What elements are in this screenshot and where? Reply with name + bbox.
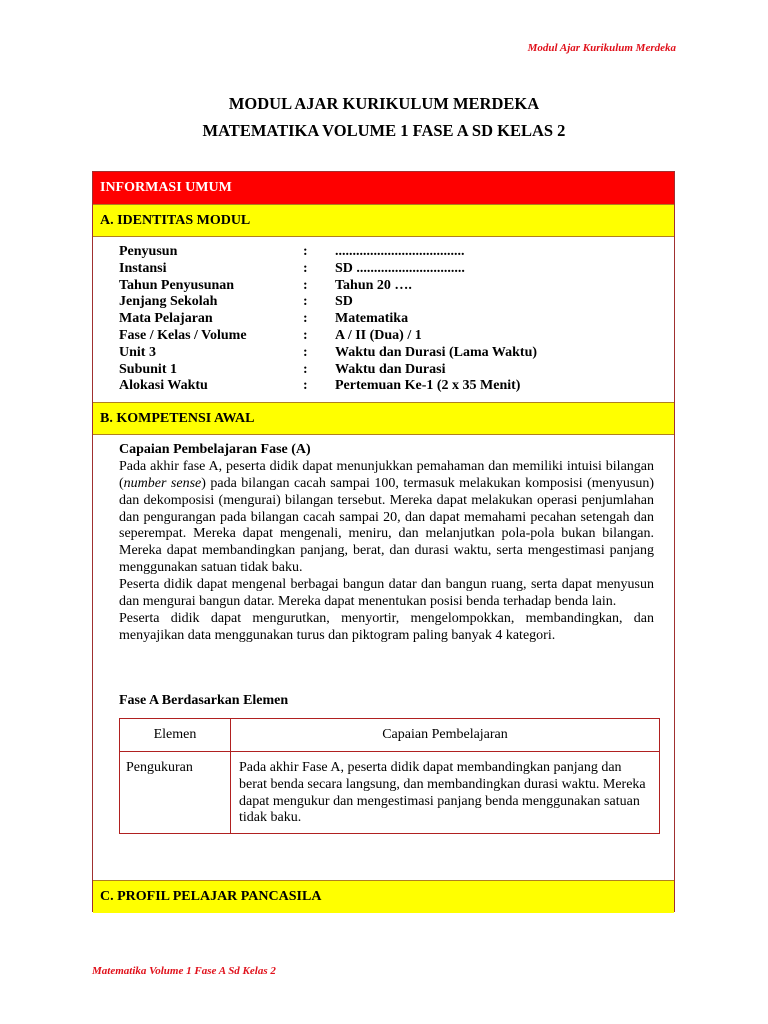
identity-label: Jenjang Sekolah: [119, 294, 218, 310]
identity-value: Matematika: [335, 311, 409, 327]
identity-colon: :: [303, 260, 308, 276]
identity-row: [119, 244, 537, 261]
identity-colon: :: [303, 277, 308, 293]
identity-label: Alokasi Waktu: [119, 378, 208, 394]
document-subtitle: MATEMATIKA VOLUME 1 FASE A SD KELAS 2: [202, 121, 566, 140]
identity-value: SD ...............................: [335, 260, 465, 276]
footer-note: Matematika Volume 1 Fase A Sd Kelas 2: [92, 965, 276, 977]
table-header-cell: Capaian Pembelajaran: [231, 719, 660, 752]
identity-colon: :: [303, 344, 308, 360]
table-header-row: [120, 719, 660, 752]
section-a-bar: [93, 204, 674, 237]
section-b-label: B. KOMPETENSI AWAL: [100, 410, 255, 426]
identity-colon: :: [303, 378, 308, 394]
module-frame: [92, 171, 675, 912]
identity-row: [119, 294, 537, 311]
identity-value: SD: [335, 294, 353, 310]
document-title: MODUL AJAR KURIKULUM MERDEKA: [228, 94, 540, 113]
section-c-bar: [93, 880, 674, 913]
identity-row: [119, 378, 537, 395]
identity-label: Subunit 1: [119, 361, 177, 377]
italic-term: number sense: [123, 475, 202, 491]
table-header-cell: Elemen: [120, 719, 231, 752]
identity-label: Unit 3: [119, 344, 156, 360]
identity-label: Penyusun: [119, 244, 178, 259]
capaian-heading: Capaian Pembelajaran Fase (A): [119, 442, 311, 457]
header-note: Modul Ajar Kurikulum Merdeka: [527, 42, 676, 54]
identity-list: [119, 244, 537, 395]
identity-label: Tahun Penyusunan: [119, 277, 235, 293]
fase-heading: Fase A Berdasarkan Elemen: [119, 693, 289, 708]
identity-colon: :: [303, 361, 308, 377]
identity-colon: :: [303, 327, 308, 343]
identity-value: Pertemuan Ke-1 (2 x 35 Menit): [335, 378, 521, 394]
kompetensi-awal-content: [119, 442, 654, 645]
capaian-paragraph: Peserta didik dapat mengurutkan, menyortir, mengelompokkan, membandingkan, dan menyajikan data menggunakan turus dan piktogram paling banyak 4 kategori.: [119, 610, 654, 643]
identity-value: Tahun 20 ….: [335, 277, 412, 293]
section-b-bar: [93, 402, 674, 435]
identity-row: [119, 328, 537, 345]
capaian-paragraph: Peserta didik dapat mengenal berbagai bangun datar dan bangun ruang, serta dapat menyusun dan mengurai bangun datar. Mereka dapat menentukan posisi benda terhadap benda lain.: [119, 577, 654, 610]
section-general-bar: [93, 172, 674, 204]
paragraph-text: Pada akhir fase A, peserta didik dapat menunjukkan pemahaman dan memiliki intuisi bilangan (: [119, 458, 654, 491]
section-c-label: C. PROFIL PELAJAR PANCASILA: [100, 889, 322, 904]
section-a-label: A. IDENTITAS MODUL: [100, 212, 251, 228]
table-cell: Pengukuran: [120, 752, 231, 834]
identity-value: Waktu dan Durasi (Lama Waktu): [335, 344, 538, 360]
identity-colon: :: [303, 244, 308, 259]
identity-label: Fase / Kelas / Volume: [119, 327, 247, 343]
identity-colon: :: [303, 311, 308, 327]
identity-row: [119, 345, 537, 362]
identity-row: [119, 261, 537, 278]
identity-row: [119, 311, 537, 328]
identity-label: Mata Pelajaran: [119, 311, 213, 327]
identity-value: Waktu dan Durasi: [335, 361, 446, 377]
capaian-paragraph: [119, 459, 654, 577]
table-cell: Pada akhir Fase A, peserta didik dapat membandingkan panjang dan berat benda secara langsung, dan membandingkan durasi waktu. Mereka dapat mengukur dan mengestimasi panjang benda menggunakan satuan tidak baku.: [231, 752, 660, 834]
identity-value: .....................................: [335, 244, 465, 259]
section-general-label: INFORMASI UMUM: [100, 180, 232, 195]
identity-colon: :: [303, 294, 308, 310]
identity-row: [119, 362, 537, 379]
identity-row: [119, 278, 537, 295]
identity-label: Instansi: [119, 260, 167, 276]
paragraph-text: ) pada bilangan cacah sampai 100, termasuk melakukan komposisi (menyusun) dan dekomposisi (mengurai) bilangan tersebut. Mereka dapat melakukan operasi penjumlahan dan pengurangan pada bilangan cacah sampai 20, dan dapat memahami pecahan setengah dan seperempat. Mereka dapat mengenali, meniru, dan melanjutkan pola-pola bukan bilangan. Mereka dapat membandingkan panjang, berat, dan durasi waktu, serta mengestimasi panjang menggunakan satuan tidak baku.: [119, 475, 654, 576]
identity-value: A / II (Dua) / 1: [335, 327, 422, 343]
table-row: [120, 752, 660, 834]
elemen-table: [119, 718, 660, 834]
